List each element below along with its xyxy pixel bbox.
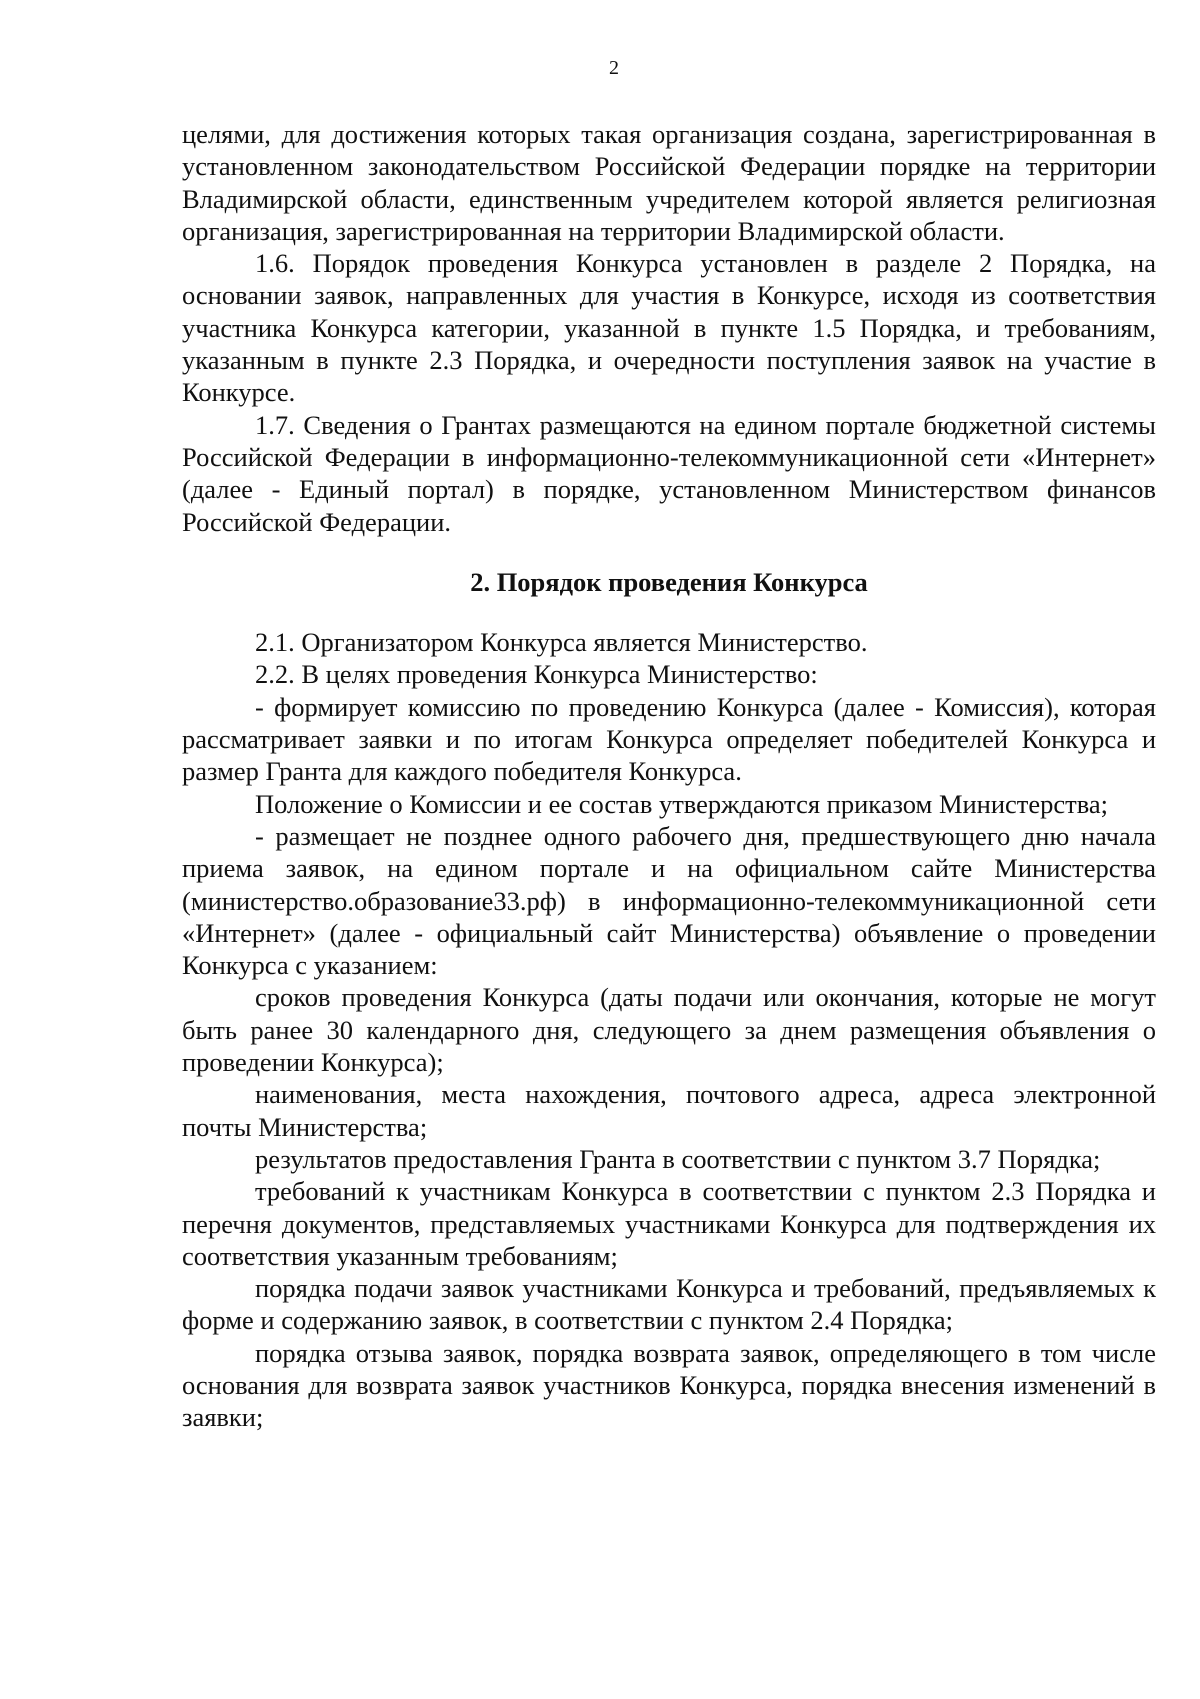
list-item-deadlines: сроков проведения Конкурса (даты подачи или окончания, которые не могут быть ранее 30 календарного дня, следующего за днем размещения объявления о проведении Конкурса); — [182, 982, 1156, 1078]
paragraph-2-2: 2.2. В целях проведения Конкурса Министерство: — [255, 659, 818, 690]
page-number: 2 — [609, 57, 619, 79]
document-body — [182, 118, 1156, 1434]
list-item-results: результатов предоставления Гранта в соответствии с пунктом 3.7 Порядка; — [255, 1143, 1101, 1174]
paragraph-announcement: - размещает не позднее одного рабочего дня, предшествующего дню начала приема заявок, на едином портале и на официальном сайте Министерства (министерство.образование33.рф) в информационно-телекоммуникационной сети «Интернет» (далее - официальный сайт Министерства) объявление о проведении Конкурса с указанием: — [182, 820, 1156, 981]
paragraph-commission-regulation: Положение о Комиссии и ее состав утверждаются приказом Министерства; — [255, 788, 1109, 819]
list-item-withdrawal: порядка отзыва заявок, порядка возврата заявок, определяющего в том числе основания для возврата заявок участников Конкурса, порядка внесения изменений в заявки; — [182, 1337, 1156, 1433]
paragraph-continuation: целями, для достижения которых такая организация создана, зарегистрированная в установленном законодательством Российской Федерации порядке на территории Владимирской области, единственным учредителем которой является религиозная организация, зарегистрированная на территории Владимирской области. — [182, 119, 1156, 246]
paragraph-1-7: 1.7. Сведения о Грантах размещаются на едином портале бюджетной системы Российской Федерации в информационно-телекоммуникационной сети «Интернет» (далее - Единый портал) в порядке, установленном Министерством финансов Российской Федерации. — [182, 409, 1156, 537]
section-heading: 2. Порядок проведения Конкурса — [470, 566, 868, 597]
paragraph-commission: - формирует комиссию по проведению Конкурса (далее - Комиссия), которая рассматривает заявки и по итогам Конкурса определяет победителей Конкурса и размер Гранта для каждого победителя Конкурса. — [182, 691, 1156, 787]
list-item-requirements: требований к участникам Конкурса в соответствии с пунктом 2.3 Порядка и перечня документов, представляемых участниками Конкурса для подтверждения их соответствия указанным требованиям; — [182, 1176, 1156, 1271]
paragraph-1-6: 1.6. Порядок проведения Конкурса установлен в разделе 2 Порядка, на основании заявок, направленных для участия в Конкурсе, исходя из соответствия участника Конкурса категории, указанной в пункте 1.5 Порядка, и требованиям, указанным в пункте 2.3 Порядка, и очередности поступления заявок на участие в Конкурсе. — [182, 248, 1156, 408]
list-item-contacts: наименования, места нахождения, почтового адреса, адреса электронной почты Министерства; — [182, 1079, 1156, 1142]
paragraph-2-1: 2.1. Организатором Конкурса является Министерство. — [255, 627, 868, 658]
list-item-submission: порядка подачи заявок участниками Конкурса и требований, предъявляемых к форме и содержанию заявок, в соответствии с пунктом 2.4 Порядка; — [182, 1273, 1156, 1336]
